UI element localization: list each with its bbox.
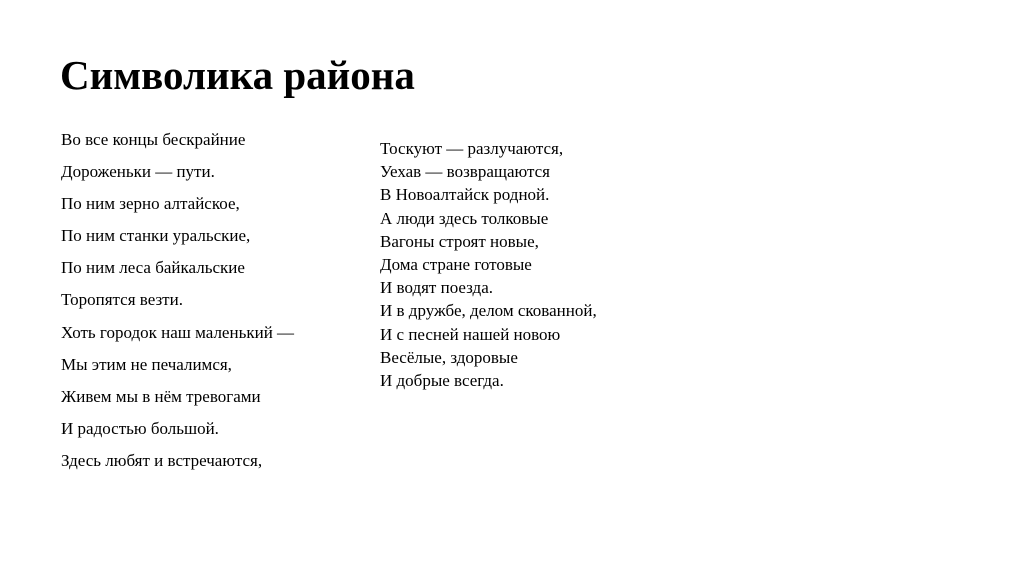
poem-line: Дороженьки — пути.	[61, 162, 215, 182]
poem-line: Дома стране готовые	[380, 255, 532, 275]
poem-line: И радостью большой.	[61, 418, 219, 438]
poem-line: Живем мы в нём тревогами	[61, 386, 261, 406]
poem-line: Тоскуют — разлучаются,	[380, 139, 564, 158]
poem-line: И водят поезда.	[380, 278, 494, 298]
poem-line: Вагоны строят новые,	[380, 231, 539, 251]
poem-line: По ним зерно алтайское,	[61, 194, 240, 214]
poem-line: Уехав — возвращаются	[380, 162, 550, 182]
poem-left-column	[61, 124, 294, 477]
poem-line: По ним леса байкальские	[61, 258, 245, 278]
poem-line: Торопятся везти.	[61, 290, 183, 310]
poem-line: А люди здесь толковые	[380, 208, 549, 228]
poem-line: Мы этим не печалимся,	[61, 354, 232, 374]
poem-line: Весёлые, здоровые	[380, 347, 518, 367]
poem-line: По ним станки уральские,	[61, 226, 251, 246]
poem-line: И с песней нашей новою	[380, 324, 561, 344]
slide-title: Символика района	[60, 52, 415, 98]
poem-line: И добрые всегда.	[380, 371, 504, 391]
poem-right-column	[380, 137, 597, 392]
poem-line: Во все концы бескрайние	[61, 130, 246, 149]
poem-line: Здесь любят и встречаются,	[61, 450, 263, 470]
poem-line: Хоть городок наш маленький —	[61, 322, 295, 342]
poem-line: В Новоалтайск родной.	[380, 185, 550, 205]
poem-line: И в дружбе, делом скованной,	[380, 301, 597, 321]
